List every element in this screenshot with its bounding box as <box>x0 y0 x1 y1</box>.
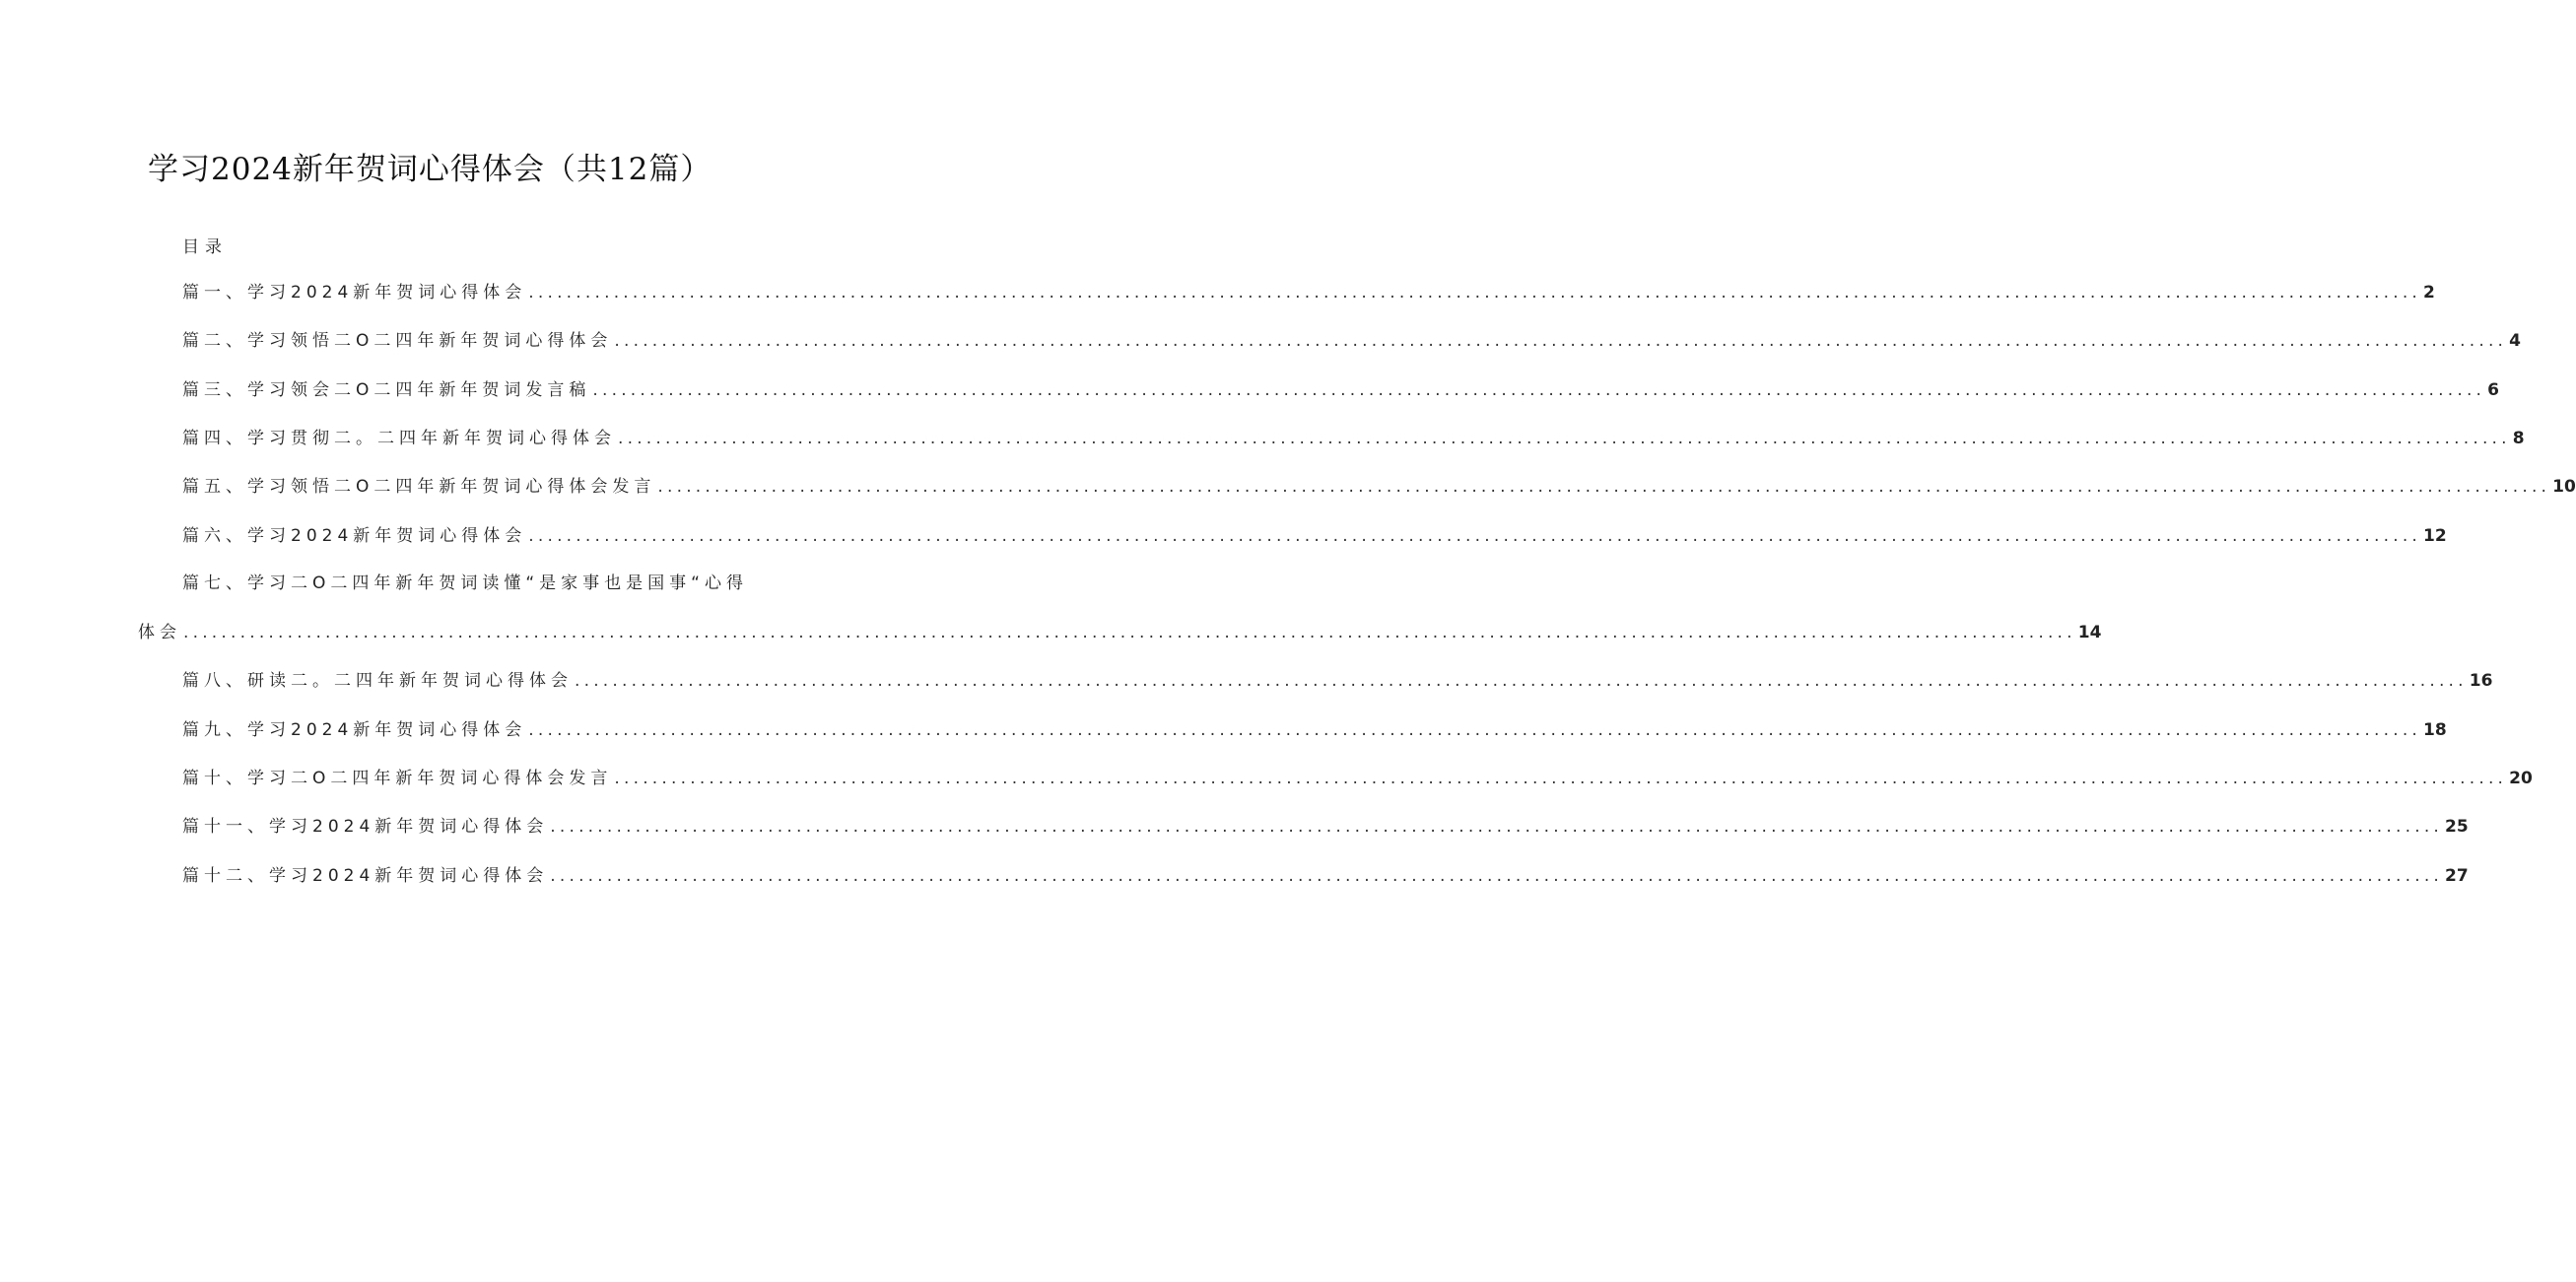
toc-entry-label: 篇十、学习二O二四年新年贺词心得体会发言 <box>182 769 613 788</box>
toc-page-number: 10 <box>2552 477 2576 497</box>
toc-entry-9[interactable] <box>182 718 2447 742</box>
toc-entry-11[interactable] <box>182 815 2469 839</box>
toc-page-number: 14 <box>2077 623 2102 642</box>
toc-entry-7[interactable] <box>138 621 2102 644</box>
toc-heading: 目录 <box>182 237 228 257</box>
dot-leader: ........................................................................................................................................................................................................ <box>657 477 2551 497</box>
toc-entry-5[interactable] <box>182 475 2576 499</box>
toc-entry-7-line-1[interactable]: 篇七、学习二O二四年新年贺词读懂“是家事也是国事“心得 <box>182 574 748 593</box>
toc-entry-12[interactable] <box>182 864 2469 888</box>
toc-page-number: 20 <box>2509 769 2533 788</box>
document-title: 学习2024新年贺词心得体会（共12篇） <box>148 152 712 187</box>
toc-page-number: 8 <box>2512 429 2525 448</box>
toc-entry-4[interactable] <box>182 427 2525 450</box>
dot-leader: ........................................................................................................................................................................................................ <box>592 380 2486 400</box>
toc-entry-label: 篇十二、学习2024新年贺词心得体会 <box>182 866 549 886</box>
dot-leader: ........................................................................................................................................................................................................ <box>614 769 2508 788</box>
toc-entry-label: 篇四、学习贯彻二。二四年新年贺词心得体会 <box>182 429 616 448</box>
toc-entry-6[interactable] <box>182 524 2447 548</box>
toc-entry-10[interactable] <box>182 767 2533 790</box>
toc-page-number: 18 <box>2423 720 2447 740</box>
toc-entry-3[interactable] <box>182 378 2499 402</box>
dot-leader: ........................................................................................................................................................................................................ <box>183 623 2076 642</box>
dot-leader: ........................................................................................................................................................................................................ <box>528 283 2422 303</box>
dot-leader: ........................................................................................................................................................................................................ <box>614 331 2508 351</box>
toc-entry-label: 体会 <box>138 623 181 642</box>
toc-entry-1[interactable] <box>182 281 2435 304</box>
dot-leader: ........................................................................................................................................................................................................ <box>618 429 2511 448</box>
dot-leader: ........................................................................................................................................................................................................ <box>550 817 2444 837</box>
toc-page-number: 27 <box>2445 866 2469 886</box>
toc-entry-label: 篇五、学习领悟二O二四年新年贺词心得体会发言 <box>182 477 656 497</box>
toc-page-number: 25 <box>2445 817 2469 837</box>
dot-leader: ........................................................................................................................................................................................................ <box>550 866 2444 886</box>
dot-leader: ........................................................................................................................................................................................................ <box>575 671 2468 691</box>
toc-entry-label: 篇九、学习2024新年贺词心得体会 <box>182 720 527 740</box>
dot-leader: ........................................................................................................................................................................................................ <box>528 526 2422 546</box>
dot-leader: ........................................................................................................................................................................................................ <box>528 720 2422 740</box>
toc-page-number: 12 <box>2423 526 2447 546</box>
toc-page-number: 4 <box>2509 331 2521 351</box>
toc-entry-2[interactable] <box>182 329 2521 353</box>
toc-entry-label: 篇一、学习2024新年贺词心得体会 <box>182 283 527 303</box>
toc-page-number: 16 <box>2469 671 2493 691</box>
toc-page-number: 6 <box>2487 380 2499 400</box>
toc-entry-label: 篇六、学习2024新年贺词心得体会 <box>182 526 527 546</box>
toc-entry-label: 篇三、学习领会二O二四年新年贺词发言稿 <box>182 380 591 400</box>
toc-entry-8[interactable] <box>182 669 2493 693</box>
toc-entry-label: 篇二、学习领悟二O二四年新年贺词心得体会 <box>182 331 613 351</box>
toc-entry-label: 篇八、研读二。二四年新年贺词心得体会 <box>182 671 573 691</box>
toc-page-number: 2 <box>2423 283 2435 303</box>
toc-entry-label: 篇十一、学习2024新年贺词心得体会 <box>182 817 549 837</box>
